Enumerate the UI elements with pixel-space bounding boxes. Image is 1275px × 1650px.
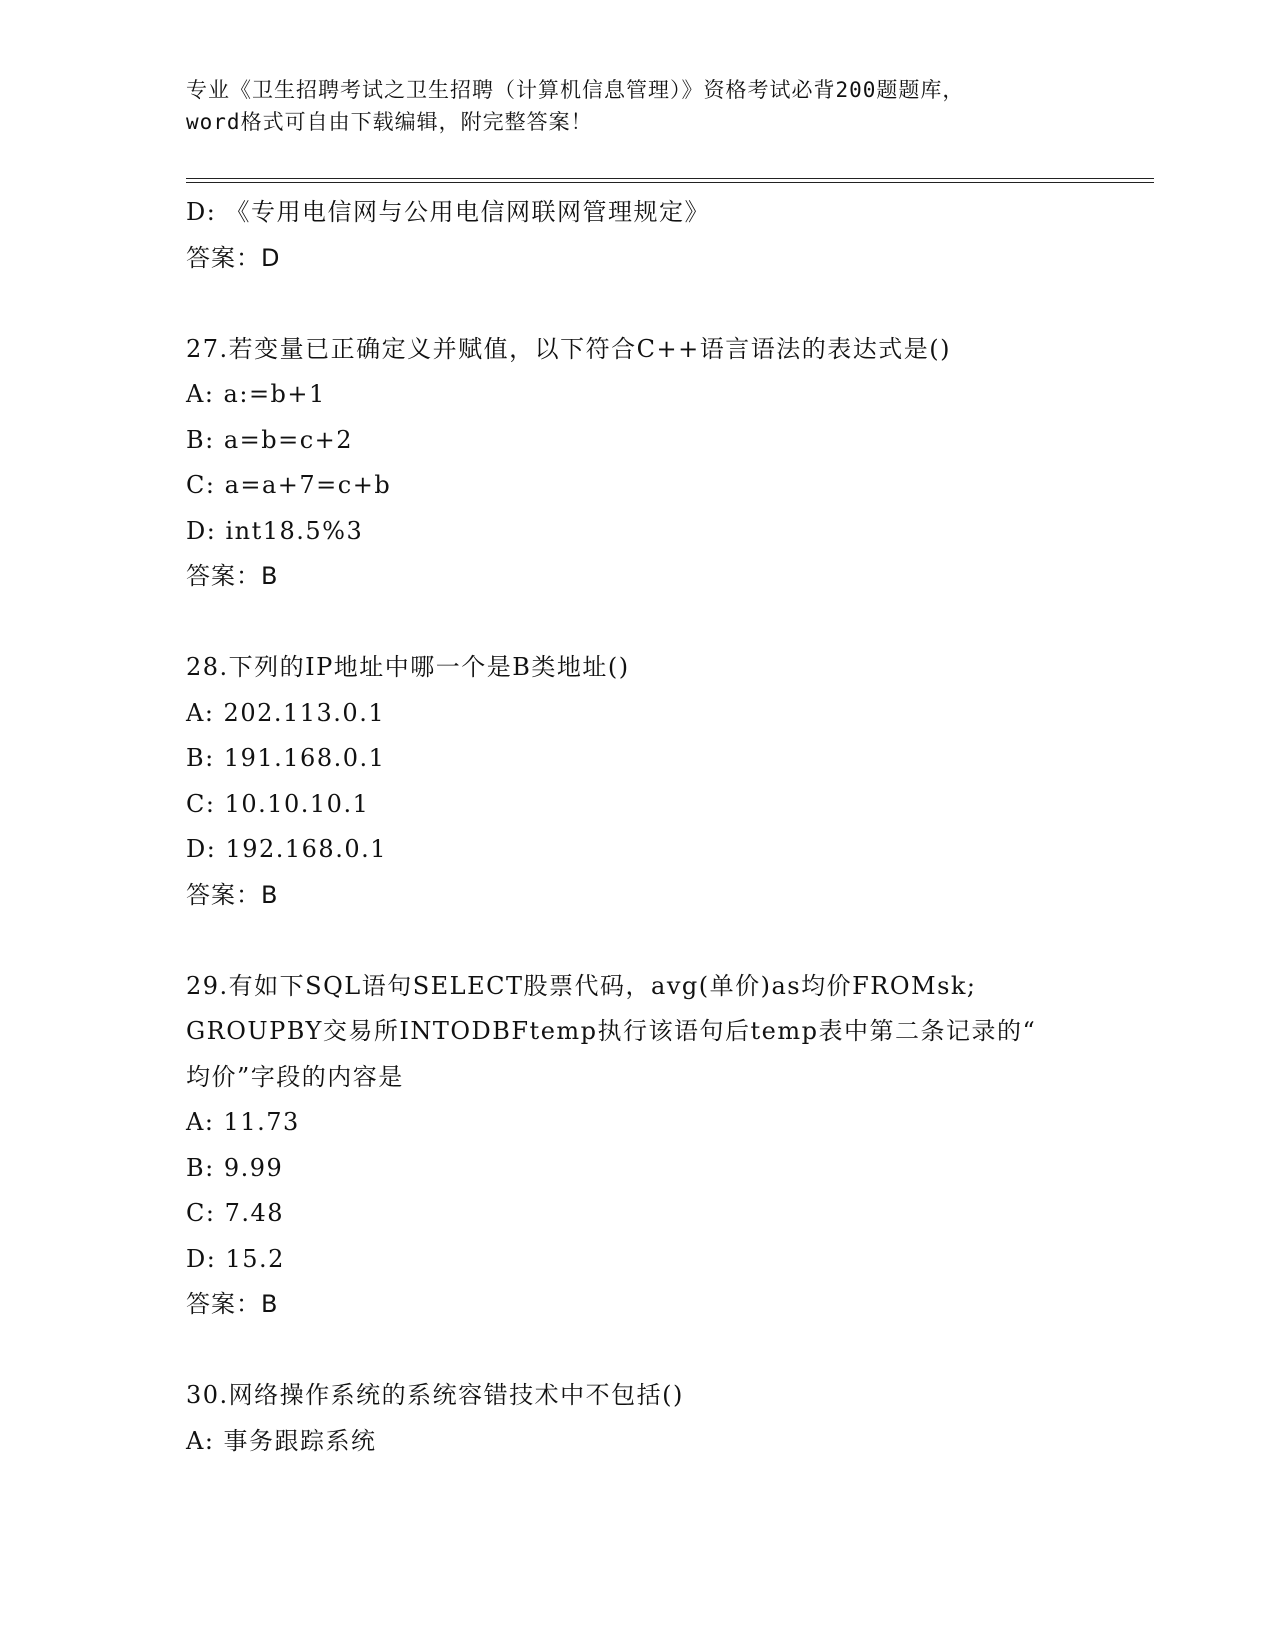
- option-b: B: a=b=c+2: [186, 425, 354, 454]
- option-d: D: 15.2: [186, 1244, 285, 1273]
- answer-line: 答案：D: [186, 243, 281, 272]
- question-stem: 30.网络操作系统的系统容错技术中不包括(): [186, 1381, 684, 1409]
- option-c: C: a=a+7=c+b: [186, 471, 392, 499]
- spacer: [186, 281, 1126, 327]
- question-26-tail: [186, 190, 1126, 281]
- document-header: [186, 74, 1086, 138]
- option-a: A: 202.113.0.1: [186, 698, 386, 727]
- question-29: [186, 964, 1126, 1328]
- option-b: B: 9.99: [186, 1153, 284, 1182]
- spacer: [186, 600, 1126, 646]
- question-stem: 28.下列的IP地址中哪一个是B类地址(): [186, 653, 630, 681]
- answer-line: 答案：B: [186, 562, 279, 590]
- question-stem-line-3: 均价”字段的内容是: [186, 1062, 404, 1091]
- answer-line: 答案：B: [186, 1290, 279, 1318]
- document-body: [186, 190, 1126, 1464]
- option-c: C: 10.10.10.1: [186, 789, 370, 818]
- header-line-1: 专业《卫生招聘考试之卫生招聘（计算机信息管理）》资格考试必背200题题库，: [186, 78, 965, 102]
- option-d: D: 192.168.0.1: [186, 835, 387, 863]
- question-stem-line-1: 29.有如下SQL语句SELECT股票代码，avg(单价)as均价FROMsk;: [186, 971, 977, 1000]
- option-a: A: 事务跟踪系统: [186, 1426, 377, 1455]
- spacer: [186, 918, 1126, 964]
- question-stem: 27.若变量已正确定义并赋值，以下符合C++语言语法的表达式是(): [186, 334, 951, 363]
- question-30: [186, 1373, 1126, 1464]
- option-d: D: int18.5%3: [186, 516, 364, 545]
- header-line-2: word格式可自由下载编辑，附完整答案！: [186, 110, 593, 134]
- option-b: B: 191.168.0.1: [186, 744, 386, 772]
- option-d: D: 《专用电信网与公用电信网联网管理规定》: [186, 198, 710, 226]
- question-27: [186, 327, 1126, 600]
- question-stem-line-2: GROUPBY交易所INTODBFtemp执行该语句后temp表中第二条记录的“: [186, 1017, 1037, 1045]
- header-divider-top: [186, 178, 1154, 179]
- answer-line: 答案：B: [186, 880, 279, 909]
- header-divider-bottom: [186, 182, 1154, 183]
- option-a: A: a:=b+1: [186, 380, 326, 408]
- option-c: C: 7.48: [186, 1199, 285, 1227]
- question-28: [186, 645, 1126, 918]
- spacer: [186, 1328, 1126, 1374]
- option-a: A: 11.73: [186, 1108, 300, 1136]
